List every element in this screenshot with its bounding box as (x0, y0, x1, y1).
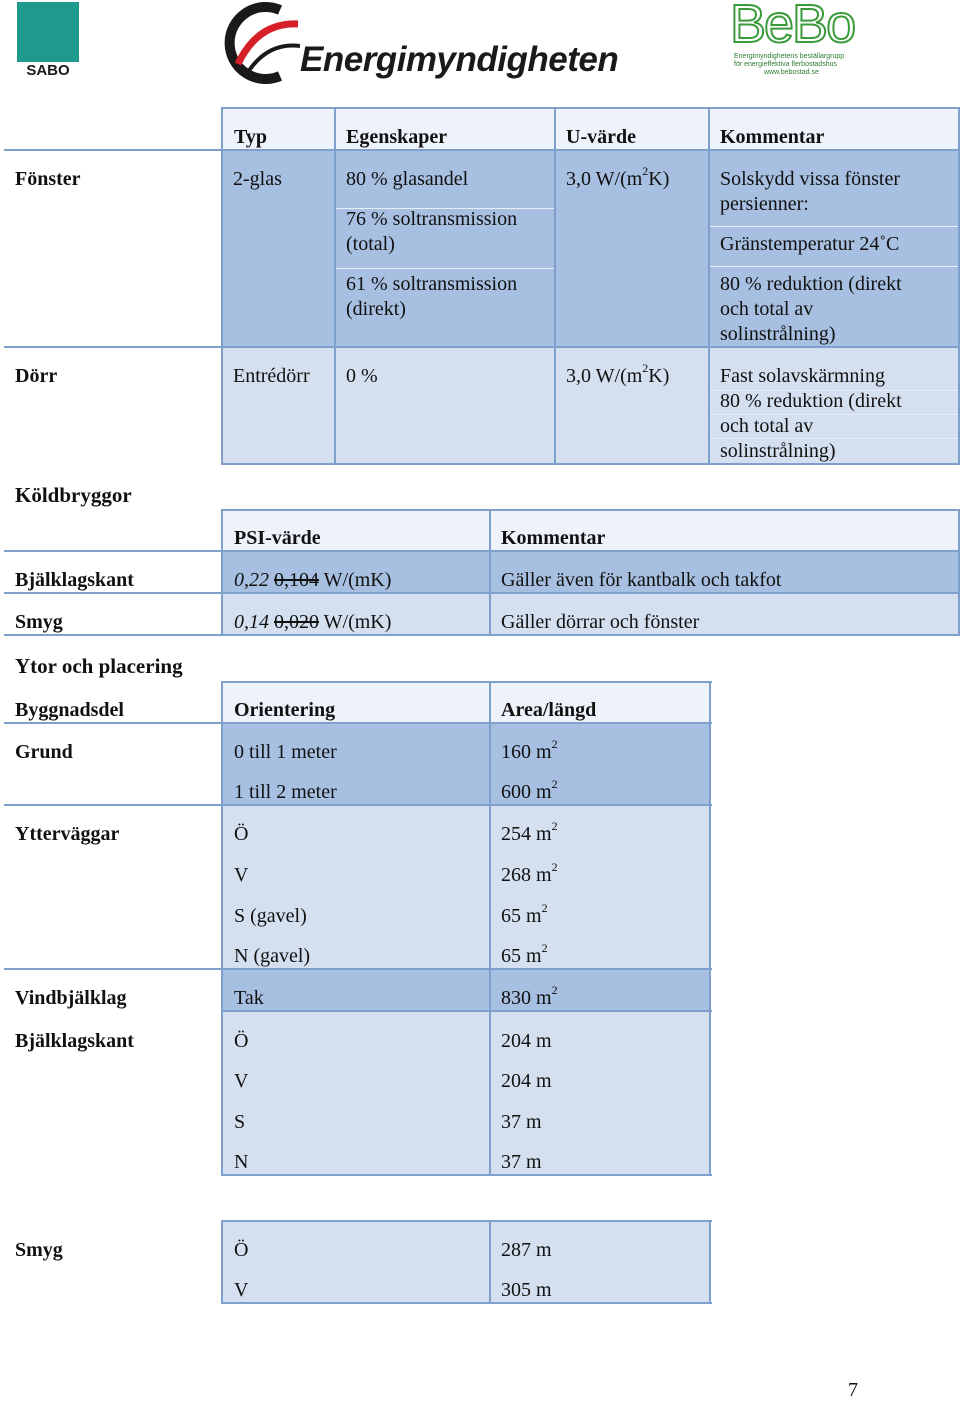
orientering: V (234, 1279, 249, 1301)
header-psi-varde: PSI-värde (234, 527, 321, 549)
dorr-u-varde: 3,0 $W/(m^2K)$ (566, 361, 670, 387)
langd: 37 m (501, 1151, 542, 1173)
area: 268 $m^2$ (501, 860, 558, 886)
orientering: Ö (234, 1030, 249, 1052)
orientering: 0 till 1 meter (234, 741, 337, 763)
sabo-logo (17, 2, 79, 80)
bebo-wordmark: BeBo (730, 0, 855, 54)
area: 160 $m^2$ (501, 737, 558, 763)
fonster-u-varde: 3,0 $W/(m^2K)$ (566, 164, 670, 190)
orientering: N (234, 1151, 249, 1173)
area: 600 $m^2$ (501, 777, 558, 803)
fonster-typ: 2-glas (233, 168, 282, 190)
header-egenskaper: Egenskaper (346, 126, 448, 148)
fonster-kommentar: Solskydd vissa fönster (720, 168, 900, 190)
fonster-egenskap: 76 % soltransmission (346, 208, 518, 230)
orientering: Ö (234, 1239, 249, 1261)
orientering: 1 till 2 meter (234, 781, 337, 803)
psi-comment: Gäller även för kantbalk och takfot (501, 569, 782, 591)
row-label-bjalklagskant: Bjälklagskant (15, 569, 134, 591)
langd: 37 m (501, 1111, 542, 1133)
area: 65 $m^2$ (501, 941, 548, 967)
area: 65 $m^2$ (501, 901, 548, 927)
orientering: V (234, 864, 249, 886)
row-label-yttervaggar: Ytterväggar (15, 823, 120, 845)
row-label-vindbjalklag: Vindbjälklag (15, 987, 127, 1009)
energimyndigheten-wordmark: Energimyndigheten (300, 40, 619, 79)
dorr-kommentar: solinstrålning) (720, 440, 836, 462)
dorr-kommentar: och total av (720, 415, 814, 437)
bebo-tagline-3: www.bebostad.se (764, 69, 819, 76)
fonster-egenskap: (total) (346, 233, 395, 255)
bebo-tagline-1: Energimyndighetens beställargrupp (734, 53, 845, 60)
orientering: Ö (234, 823, 249, 845)
row-label-smyg: Smyg (15, 611, 63, 633)
header-orientering: Orientering (234, 699, 336, 721)
orientering: S (gavel) (234, 905, 307, 927)
dorr-egenskaper: 0 % (346, 365, 378, 387)
row-label-dorr: Dörr (15, 365, 58, 387)
psi-comment: Gäller dörrar och fönster (501, 611, 700, 633)
fonster-kommentar: solinstrålning) (720, 323, 836, 345)
energimyndigheten-mark-icon (218, 2, 300, 86)
header-byggnadsdel: Byggnadsdel (15, 699, 124, 721)
row-label-bjalklagskant: Bjälklagskant (15, 1030, 134, 1052)
sabo-logo-text: SABO (26, 62, 70, 79)
fonster-egenskap: (direkt) (346, 298, 406, 320)
energimyndigheten-logo (218, 2, 619, 86)
orientering: N (gavel) (234, 945, 311, 967)
fonster-egenskap: 61 % soltransmission (346, 273, 518, 295)
psi-value: 0,22 0,104 W/(mK) (234, 569, 392, 591)
langd: 204 m (501, 1030, 552, 1052)
header-kommentar: Kommentar (720, 126, 825, 148)
header-u-varde: U-värde (566, 126, 636, 148)
langd: 204 m (501, 1070, 552, 1092)
page-number: 7 (848, 1379, 858, 1401)
row-label-grund: Grund (15, 741, 73, 763)
section-title-ytor: Ytor och placering (15, 654, 183, 678)
fonster-kommentar: och total av (720, 298, 814, 320)
psi-value: 0,14 0,020 W/(mK) (234, 611, 392, 633)
header-typ: Typ (234, 126, 267, 148)
area: 254 $m^2$ (501, 819, 558, 845)
fonster-kommentar: 80 % reduktion (direkt (720, 273, 902, 295)
section-title-koldbryggor: Köldbryggor (15, 483, 132, 507)
row-label-smyg: Smyg (15, 1239, 63, 1261)
fonster-kommentar: Gränstemperatur 24˚C (720, 233, 900, 255)
dorr-kommentar: 80 % reduktion (direkt (720, 390, 902, 412)
dorr-kommentar: Fast solavskärmning (720, 365, 885, 387)
bebo-tagline-2: för energieffektiva flerbostadshus (734, 61, 837, 68)
orientering: Tak (234, 987, 264, 1009)
fonster-kommentar: persienner: (720, 193, 809, 215)
row-label-fonster: Fönster (15, 168, 81, 190)
dorr-typ: Entrédörr (233, 365, 310, 387)
area: 830 $m^2$ (501, 983, 558, 1009)
orientering: S (234, 1111, 246, 1133)
langd: 305 m (501, 1279, 552, 1301)
header-kommentar: Kommentar (501, 527, 606, 549)
header-area-langd: Area/längd (501, 699, 597, 721)
bebo-logo (728, 0, 868, 84)
orientering: V (234, 1070, 249, 1092)
fonster-egenskap: 80 % glasandel (346, 168, 469, 190)
langd: 287 m (501, 1239, 552, 1261)
